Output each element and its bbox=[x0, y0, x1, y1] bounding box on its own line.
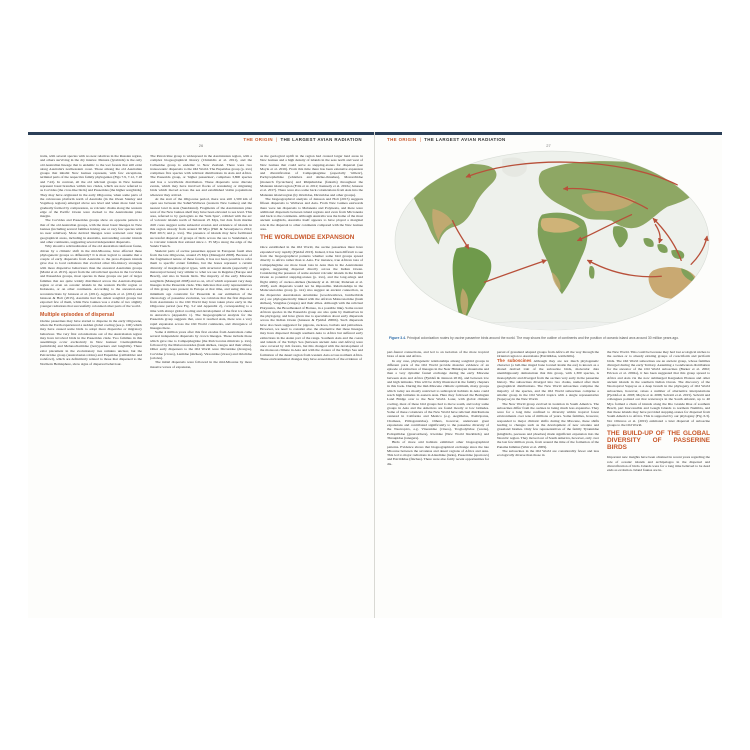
paragraph: Birds of more arid habitats exhibited other biogeographical patterns. Evidence shows that biogeographical exchange since the late Miocene between the savannas and desert regions of Africa and Asia. This led to major radiations in Alaudidae (larks), Passeridae (sparrows) and Estrildidae (finches). There were also fairly recent opportunities for dis- bbox=[387, 440, 489, 466]
running-head-chapter: THE ORIGIN bbox=[387, 137, 417, 142]
running-head-separator: | bbox=[275, 137, 278, 142]
inline-subheading: The suboscines bbox=[497, 357, 532, 363]
running-head bbox=[243, 137, 362, 142]
figure-caption-text: Principal colonization routes by oscine passerine birds around the world. The map shows the outline of continents and the position of oceanic island arcs around 30 million years ago. bbox=[406, 336, 680, 340]
paragraph: Oscine passerines may have started to disperse in the early Oligocene, when the Earth experienced a sudden global cooling (see p. 100) which may have caused some birds to adopt more dispersive or migratory behaviour. The very first colonizations out of the Australasian region may have involved birds in the Passerides clade. Two families in this assemblage occur exclusively in New Guinea: Cnemophilidae (satinbirds) and Melanocharitidae (berrypeckers and longbills). There exist placement in the evolutionary tree remains unclear, but the Petroicidae group (Australasian robins) and Eupetidae (railbabbler and rockfowl), which are definitively related to those that dispersed to the Northern Hemisphere, show signs of dispersal behaviour. bbox=[40, 318, 142, 366]
page-top-bar bbox=[375, 132, 722, 135]
paragraph: traits, with several species with no near relatives in the Russian region, and others surviving in the dry interior. Menura (lyrebirds) is the only old Australian lineage that is endemic to the wet forests that still exist along Australia's northeastern coast. Those among the old Australian groups that inhabit New Guinea represent, with few exceptions, terminal parts of the respective family phylogenies (Figs 7.9, 7.12, 7.18 and 7.22). In contrast, all the old relictual groups in New Guinea represent basal branches within two clades, which are now referred to as Corvides (the crow-like birds) and Passerides (the higher songbirds). They may have originated in the early Oligocene, when some parts of the calcareous platform north of Australia (in the Owen Stanley and Vogelkop regions) emerged above sea level and when more land was gradually formed by compression, as volcanic chains along the western edge of the Pacific Ocean were docked to the Australasian plate margin. bbox=[40, 154, 142, 219]
paragraph: Once established in the Old World, the oscine passerines must have expanded very rapidly (Fjeldså 2013). Indeed, it has been difficult to see from the biogeographical patterns whether some bird groups spread directly to Africa rather than to Asia. For instance, true African taxa of Campephagidae are more basal taxa in Asia than in the Australasian region, suggesting dispersal directly across the Indian Ocean. Considering the presence of some ancient volcanic islands in the Indian Ocean as potential stepping-stones (p. xxx), and the long-wings and flight ability of cuckoo-shrikes (Kennedy et al. 2014a; Pedersen et al. 2018), such dispersals would not be impossible. Relationships in the Malaconotoidea group (p. xxx) also suggest an ancient connection, as the dispersive Australasian Artamidae (woodswallows, butcherbirds etc.) are phylogenetically linked with the African Malaconotidae (bush shrikes), Vangidae (vangas) and their allies. Although with the relictual Platysteira, the Broadbeaked of Borneo, in a possible link). Some recent African species in the Passerida group are also quite by themselves in the phylogeny, and have given rise to speculation about early dispersals across the Indian Ocean (Jønsson & Fjeldså 2006b). Such dispersals have also been suggested for pigeons, cuckoos, barbets and psittacines. However, we need to consider also the alternative that these lineages may have dispersed through southern Asia to Africa but suffered early extinctions in the Asian part of the range. Southern Asia and the coasts and islands of the Tethys Sea (between ancient Asia and Africa) were once covered by rich forests, but this changed with the development of the monsoon climate in Asia and with the closure of the Tethys Sea and formation of the desert region from western Asia across northern Africa. These environmental changes may have erased much of the evidence of bbox=[260, 245, 363, 362]
text-column-3 bbox=[260, 154, 363, 612]
figure-label: Figure 3.4. bbox=[389, 336, 406, 340]
madagascar-landmass bbox=[589, 266, 595, 279]
antarctica-landmass bbox=[433, 321, 681, 333]
page-top-bar bbox=[28, 132, 374, 135]
paragraph: Why should a relictualization of the old Australian rainforest fauna, driven by a climatic shift in the mid-Miocene, have affected these phylogenetic groups so differently? It is most logical to assume that a couple of early dispersals from Australia to the proto-Papuan islands gave rise to local radiations that evolved other life-history strategies with more dispersive behaviours than the ancestral Australian groups (Marki et al. 2015). Apart from the old relictual species in the Corvides and Passerides groups, most species in these groups are part of larger families that are quite widely distributed across the Australo-Papuan region or even on oceanic islands in the western Pacific region or Indonesia, or on other continents. According to the ancestral-area reconstructions by Jønsson et al. (2011), Aggerbeck et al. (2014) and Jønsson & Holt (2015), Australia had the oldest songbird groups but exported few of them, while New Guinea was a cradle of two slightly younger radiations that successfully colonized other parts of the world. bbox=[40, 244, 142, 309]
paragraph: The Petroicidae group is widespread in the Australasian region, with a complex biogeographical history (Christidis et al. 2011), and the Callaeidae group is endemic to New Zealand. There were two transoceanic dispersals to the Old World. The Eupetidae group (p. xxx) comprises five species with relictual distributions in Asia and Africa. The Passerida group, or 'higher passerines', comprises 3,800 species and has a worldwide distribution. These dispersals were discrete events, which may have involved flocks of wandering or migrating birds which moved across the sea and established viable populations wherever they arrived. bbox=[150, 154, 252, 197]
text-column-1 bbox=[40, 154, 142, 612]
paragraph: The biogeographical analysis of Jønsson and Holt (2015) suggests fifteen dispersals to Wallacea and Asia. From New Guinea eastwards there were ten dispersals to Melanesia and Polynesia, and there were additional dispersals between island regions and even from Micronesia and back to the continents. Although Australia was the home of the most ancient songbirds, Australia itself appears to have played a marginal role in the dispersal to other continents compared with the New Guinea area. bbox=[260, 196, 363, 232]
book-spread bbox=[28, 132, 722, 618]
paragraph: At the start of the Oligocene period, there was still 1,500 km of open sea between the Sahul/Wallacea (western New Guinea) and the nearest land in Asia (Sundaland). Fragments of the Australasian plate west of the New Guinea shelf may have been elevated to sea level. This area, referred to by geologists as the 'Sula Spur', collided with the arc of volcanic islands north of Sulawesi 25 Mya, but data from marine drill cores suggest some subaerial erosion and existence of islands in this region already from around 30 Mya (Hall & Sevastjanova 2012; Hall 2013; and p. xxx). The presence of islands may have facilitated successful dispersal of groups of birds across the sea to Sundaland, or to volcanic islands that existed since c. 35 Mya along the edge of the Sunda Trench. bbox=[150, 196, 252, 249]
paragraph: Some 4 million years after this first exodus from Australasia came several independent dispersals by crown lineages. These include those which gave rise to Campephagidae (the Pericrocotus minivets p. xxx), followed by the Malaconotoidea (bush shrikes, vangas and their allies). Other early dispersers to the Old World were Dicruridae (drongos), Corvidae (crows), Laniidae (shrikes), Vireonidae (vireos) and Oriolidae (orioles). bbox=[150, 330, 252, 360]
paragraph: The New World group evolved in isolation in South America. The suboscines differ from the oscines in being much less expansive. They were for a long time confined to diversity within tropical forest environments over tens of millions of years. Some families, however, responded to major climatic shifts during the Miocene, these shifts leading to changes such as the development of new savanna and grassland biomes. Only few representatives of the family Tyrannidae (kingbirds, peewees and phoebes) made significant expansion into the Nearctic region. They moved out of South America, however, only over the last few million years, from around the time of the formation of the Panama Isthmus (Weir et al. 2009). bbox=[497, 401, 599, 449]
page-number: 27 bbox=[546, 143, 551, 148]
paragraph: persal of grassland adapted groups from Africa all the way through the Oriental region to Australasia (Estrildidae, wattlebills). bbox=[497, 350, 599, 359]
paragraph: Skeletal parts of oscine passerines appear in European fossil sites from the late Oligocene, around 25 Mya (Manegold 2008). Because of the fragmented nature of these fossils, it has not been possible to refer them to specific extant families, but the bones represent a certain diversity of morphological types, with structural details (especially of metacarpal bones) very similar to what we see in Regulus (Europe and Brazil), and also in Sunda birds. The majority of the early Miocene songbirds (Manegold 2008) and so on, all of which represent very deep lineages in the Passerida clade. This indicates that early representatives of this group were present in Europe at that time, and using this as a minimum age constraint for Passerida in our estimation of the chronology of passerine evolution, we calculate that the first dispersal from Australasia to the Old World may have taken place early in the Oligocene period (see Fig. 3.2 and Appendix 2), corresponding to a time with abrupt global cooling and development of the first ice sheets in Antarctica (Appendix 1). The biogeographical analysis for the Passerida group suggests that, once it reached Asia, there was a very rapid expansion across the Old World continents, and divergence of lineages there. bbox=[150, 248, 252, 330]
paragraph: The initial dispersals were followed in the mid-Miocene by more massive waves of expansion, bbox=[150, 360, 252, 369]
dispersal-routes-map bbox=[393, 149, 711, 333]
text-column-3 bbox=[607, 350, 710, 612]
new-zealand-landmass bbox=[702, 298, 707, 308]
text-column-2 bbox=[150, 154, 252, 612]
text-column-1 bbox=[387, 350, 489, 612]
running-head-chapter: THE ORIGIN bbox=[243, 137, 273, 142]
paragraph: as the geological uplift in the region had created larger land areas in New Guinea and a high density of islands in the seas north and west of New Guinea that could serve as stepping-stones for dispersal (see Moyle et al. 2016). From this time there has been extensive expansion and diversification of Campephagidae (especially 'trillers'), Pachycephalidae (whistlers and shrike-thrushes), Monarchidae (monarch flycatchers) and Rhipiduridae (fantails) throughout the Malesian island region (Fritz et al. 2012; Kennedy et al. 2016a; Jønsson et al. 2017). There were also some back colonizations from Asia into the Malesian island region (by Oriolidae, Dicruridae and other groups). bbox=[260, 154, 363, 197]
paragraph: part-faunal connections, and led to an isolation of the more tropical biota of Asia and Africa. bbox=[387, 350, 489, 359]
figure-caption bbox=[389, 336, 709, 340]
paragraph-text: Although they are not much phylogenetic character (a bell-like ringed bone located inside the ear) is known as a shared derived trait of the suboscine birds, molecular data unambiguously demonstrate that this group, with 1,300 species, is monophyletic and diverged from the oscines very early in the passerine history. The suboscines diverged into two clades, named after their geographical distributions. The New World suboscines comprise the majority of the species, and the Old World suboscines comprise a smaller group in the Old World tropics with a single representative (Sapayoa) in the New World. bbox=[497, 358, 599, 402]
paragraph bbox=[497, 359, 599, 402]
section-heading: THE WORLDWIDE EXPANSION bbox=[260, 234, 355, 242]
section-subheading: Multiple episodes of dispersal bbox=[40, 311, 115, 318]
running-head bbox=[387, 137, 506, 142]
paragraph: the New World. This could be because they had lost ecological niches to the oscines or to already existing groups of coraciiform and piciform birds. The Old World suboscines are an ancient group, whose families diverged during the early Tertiary. Assuming a Gondwanan distribution for the ancestor of the Old World suboscines (Barker et al. 2002; Ericson et al. 2002a), it has been suggested that this group spread to Africa and Asia via the now submerged Kerguelen Plateau and other ancient islands in the southern Indian Ocean. The discovery of the Neotropical Sapayoa as a deep branch in the phylogeny of Old World suboscines, however, raises a number of alternative interpretations (Fjeldså et al. 2003; Moyle et al. 2006; Selvatti et al. 2015). Selvatti and colleagues pointed out that waterways in the South Atlantic, up to 40 Mya formed a chain of islands along the Rio Grande Rise of southern Brazil, part Inaccessible and Gough Islands to northern Namibia, and that these islands may have provided stepping-stones for dispersal from South America to Africa. This is supported by our phylogeny (Fig. 6.3). Not Oliveros et al. (2019) estimated a later dispersal of suboscine groups to the Old World. bbox=[607, 350, 710, 428]
left-page bbox=[28, 132, 375, 618]
paragraph: Important new insights have been obtained in recent years regarding the role of oceanic islands and archipelagos in the dispersal and diversification of birds. Islands were for a long time believed to be dead ends as evolution. Island faunas are in- bbox=[607, 455, 710, 473]
running-head-title: THE LARGEST AVIAN RADIATION bbox=[280, 137, 362, 142]
page-number: 26 bbox=[198, 143, 204, 148]
running-head-separator: | bbox=[419, 137, 422, 142]
section-heading: THE BUILD-UP OF THE GLOBAL DIVERSITY OF PASSERINE BIRDS bbox=[607, 430, 710, 452]
paragraph: The Corvides and Passerides groups show an opposite pattern to that of the old Australian groups, with the most basal lineages in New Guinea (including several families having one or very few species with no near relatives). More derived lineages were scattered over large geographical areas, including in Australia, surrounding oceanic islands and other continents, suggesting several independent dispersals. bbox=[40, 218, 142, 244]
paragraph: The suboscines in the Old World are considerably fewer and less ecologically diverse than those in bbox=[497, 448, 599, 458]
paragraph: In any case, phylogenetic relationships among songbird groups in different parts of the Old World provide massive evidence of an episode of extinction of lineages in the Near Himalayan mountains and then a very dynamic faunal exchange during the early Miocene between Asia and Africa (Fjeldså & Jønsson 2016), and between low and high latitudes. This will be richly illustrated in the family chapters in this book. During the mid-Miocene climatic optimum, many groups which today are mostly restricted to subtropical habitats in Asia could reach high latitudes in eastern Asia. Here they followed the Beringian Land Bridge over to the New World. Later, with global climatic cooling, most of these bird groups had to move south, and today some groups in Asia and the Americas are found mostly at low latitudes. Some of these colonizers of the New World have relictual distributions centered in California and Mexico (e.g. Aegithalos, Psaltriparus, Chamaea, Ptiliogonatidae). Others, however, underwent great expansions and contributed significantly to the passerine diversity of the Neotropics, e.g. Vireonidae (vireos), Troglodytidae (wrens), Polioptilidae (gnatcatchers), Icteridae (New World blackbirds) and Thraupidae (tanagers). bbox=[387, 358, 489, 440]
right-page bbox=[375, 132, 722, 618]
text-column-2 bbox=[497, 350, 599, 612]
running-head-title: THE LARGEST AVIAN RADIATION bbox=[424, 137, 506, 142]
